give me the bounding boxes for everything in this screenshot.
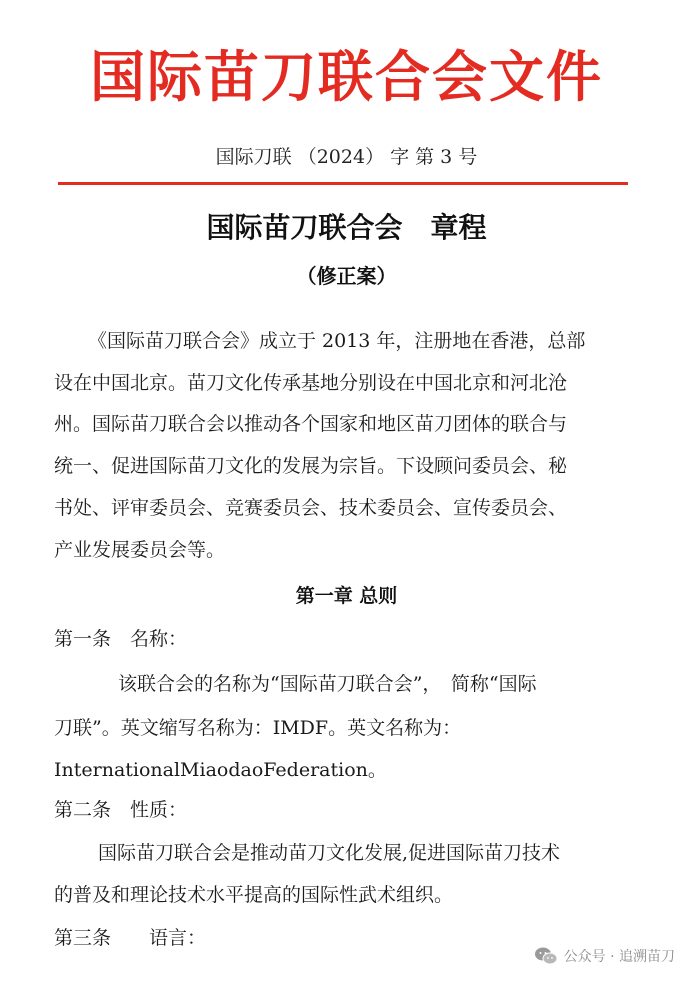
document-header-title: 国际苗刀联合会文件 <box>89 45 603 109</box>
article-2-line-1: 国际苗刀联合会是推动苗刀文化发展,促进国际苗刀技术 <box>98 842 561 864</box>
page-title: 国际苗刀联合会 章程 <box>206 211 487 244</box>
intro-line-5: 书处、评审委员会、竞赛委员会、技术委员会、宣传委员会、 <box>54 497 568 519</box>
page-subtitle: （修正案） <box>296 264 397 288</box>
wechat-icon <box>534 946 558 966</box>
article-1-line-3: InternationalMiaodaoFederation。 <box>54 759 387 781</box>
article-3-heading: 第三条 语言： <box>54 927 207 949</box>
intro-line-1: 《国际苗刀联合会》成立于 2013 年，注册地在香港，总部 <box>88 330 586 352</box>
article-2-line-2: 的普及和理论技术水平提高的国际性武术组织。 <box>54 884 454 906</box>
intro-line-6: 产业发展委员会等。 <box>54 539 226 561</box>
intro-line-3: 州。国际苗刀联合会以推动各个国家和地区苗刀团体的联合与 <box>54 413 568 435</box>
watermark-text: 公众号 · 追溯苗刀 <box>563 949 675 965</box>
article-2-heading: 第二条 性质： <box>54 799 188 821</box>
intro-line-4: 统一、促进国际苗刀文化的发展为宗旨。下设顾问委员会、秘 <box>54 455 568 477</box>
chapter-heading: 第一章 总则 <box>295 585 398 607</box>
document-number: 国际刀联 （2024） 字 第 3 号 <box>215 146 478 168</box>
article-1-line-2: 刀联”。英文缩写名称为：IMDF。英文名称为： <box>54 717 462 739</box>
watermark <box>534 946 675 966</box>
article-1-line-1: 该联合会的名称为“国际苗刀联合会”， 简称“国际 <box>118 673 537 695</box>
intro-line-2: 设在中国北京。苗刀文化传承基地分别设在中国北京和河北沧 <box>54 372 568 394</box>
article-1-heading: 第一条 名称： <box>54 628 188 650</box>
header-divider <box>58 182 628 185</box>
